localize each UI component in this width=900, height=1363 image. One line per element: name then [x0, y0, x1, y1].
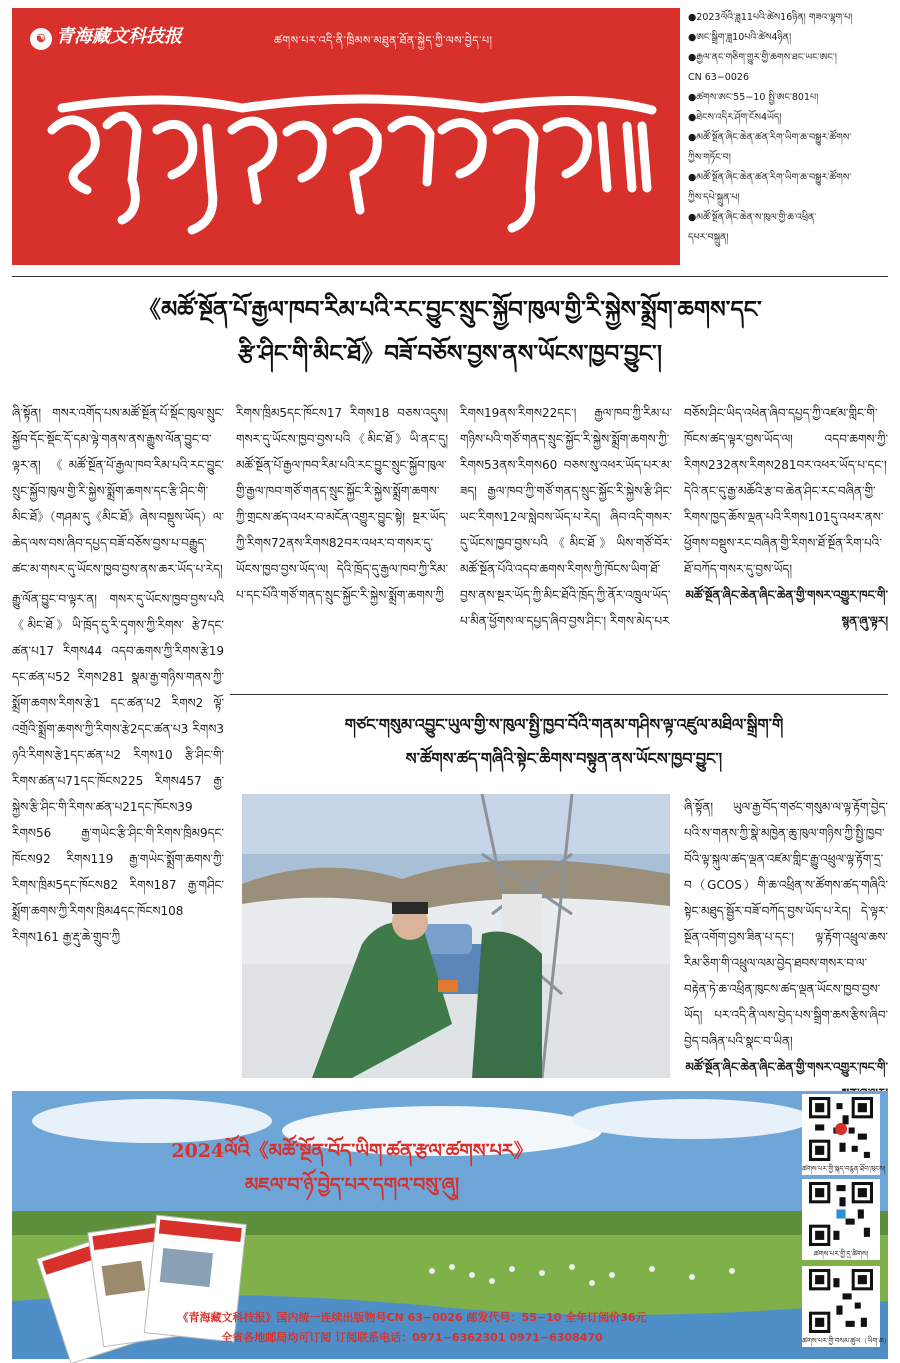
- edition-info-line: CN 63−0026: [688, 72, 749, 83]
- edition-info-line: ●ཚགས་ཨང་55−10 སྤྱི་ཨང་801པ།: [688, 92, 819, 103]
- headline-line-1: 《མཚོ་སྔོན་པོ་རྒྱལ་ཁབ་རིམ་པའི་རང་བྱུང་སྲུང་སྐྱོབ་ཁུལ་གྱི་རི་སྐྱེས་སྨྲོག་ཆགས་དང་: [138, 296, 762, 323]
- seal-icon: ☯: [30, 28, 52, 50]
- qr-code-block[interactable]: [802, 1179, 880, 1260]
- qr-code-pattern: [805, 1182, 877, 1246]
- qr-caption: ཚགས་པར་གྱི་སྐད་བརྙན་ཐོབ་ཁུངས།: [802, 1165, 886, 1173]
- article-paragraph: རྒྱུ་ལོན་བྱུང་བ་ལྟར་ན། གསར་དུ་ཡོངས་ཁྱབ་བྱས་པའི《མིང་ཐོ》ཡི་ཁྲོད་དུ་རི་དྭགས་ཀྱི་རིགས་ རྩེ7དང་ཚན་པ17 རིགས44 འདབ་ཆགས་ཀྱི་རིགས་རྩེ19 དང་ཚན་པ52 རིགས281 སྣམ་རྒྱ་གཉིས་གནས་ཀྱི་སྨྲོག་ཆགས་རིགས་རྩེ1 དང་ཚན་པ2 རིགས2 ལྟོ་འགྲོའི་སྨྲོག་ཆགས་ཀྱི་རིགས་རྩེ2དང་ཚན་པ3 རིགས3 ཉའི་རིགས་རྩེ1དང་ཚན་པ2 རིགས10 རྩི་ཤིང་གི་རིགས་ཚན་པ71དང་ཁོངས225 རིགས457 རྒྱ་སྐྱེས་རྩི་ཤིང་གི་རིགས་ཚན་པ21དང་ཁོངས39 རིགས56 རྒྱ་གཡེང་རྩི་ཤིང་གི་རིགས་ཁྲིམ9དང་ཁོངས92 རིགས119 རྒྱ་གཡེང་སྨྲོག་ཆགས་ཀྱི་རིགས་ཁྲིམ5དང་ཁོངས82 རིགས187 རྒྱ་གཤིང་སྨྲོག་ཆགས་ཀྱི་རིགས་ཁྲིམ4དང་ཁོངས108 རིགས161 རྒྱ་རྡུ་ཆེ་གྲུབ་ཀྱི: [12, 592, 224, 944]
- edition-info-line: ●2023ལོའི་ཟླ11པའི་ཚེས16ཉིན། གཟའ་ལྷག་པ།: [688, 12, 853, 23]
- article-byline: མཚོ་སྔོན་ཞིང་ཆེན་ཞིང་ཆེན་གྱི་གསར་འགྱུར་ཁང་གི་: [685, 1060, 888, 1074]
- divider: [12, 276, 888, 277]
- logo-text: 青海藏文科技报: [56, 26, 182, 47]
- secondary-headline[interactable]: [240, 708, 888, 776]
- qr-code-pattern: [805, 1097, 877, 1161]
- article-byline: མཚོ་སྔོན་ཞིང་ཆེན་ཞིང་ཆེན་གྱི་གསར་འགྱུར་ཁང་གི་སྙན་ཞུ་ལྟར།: [685, 588, 888, 628]
- edition-info-line: ●མཚོ་སྔོན་ཞིང་ཆེན་ཚན་རིག་ཡིག་ཆ་བསྒྱུར་ཚོགས་: [688, 172, 852, 183]
- ad-publication-info: 《青海藏文科技报》国内统一连续出版物号CN 63−0026 邮发代号：55−10 全年订阅价36元: [177, 1311, 647, 1324]
- qr-code-block[interactable]: [802, 1266, 891, 1347]
- article-column-1: [12, 400, 224, 1080]
- main-headline[interactable]: [12, 288, 888, 376]
- article-paragraph: བཅོས་ཤིང་ཡིད་འཕེན་ཞིབ་དཔྱད་ཀྱི་འཛམ་གླིང་གི་ཁོངས་ཚད་ལྟར་བྱས་ཡོད་ལ། འདབ་ཆགས་ཀྱི་རིགས232ནས་རིགས281བར་འཕར་ཡོད་པ་དང་། དེའི་ནང་དུ་རྒྱ་མཆོའི་རྩ་བ་ཆེན་ཤིང་རང་བཞིན་གྱི་རིགས་ཁྱད་ཆོས་ལྡན་པའི་རིགས101དུ་འཕར་ནས་ཕྱོགས་བསྡུས་རང་བཞིན་གྱི་རིགས་ཐོ་སྔོན་རིག་པའི་ཐོ་བཀོད་གསར་དུ་བྱས་ཡོད།: [684, 406, 888, 576]
- qr-caption: ཚགས་པར་གྱི་བསམ་ཚུལ（ཡིག་ཆ）: [802, 1337, 891, 1345]
- subscription-ad[interactable]: [12, 1091, 891, 1359]
- ad-contact-info: 全省各地邮局均可订阅 订阅联系电话：0971−6362301 0971−6308470: [221, 1331, 603, 1344]
- subhead-line-1: གཙང་གསུམ་འབྱུང་ཡུལ་གྱི་ས་ཁུལ་སྤྱི་ཁྱབ་བོའི་གནམ་གཤིས་ལྟ་འཛུལ་མཐིལ་སྒྲིག་གི: [344, 715, 784, 734]
- subhead-line-2: ས་ཚོགས་ཚད་གཞིའི་སྟེང་ཆིགས་བསྟུན་ནས་ཡོངས་ཁྱབ་བྱུང་།: [405, 749, 723, 768]
- edition-info-line: ཀྱིས་གཏོང་བ།: [688, 152, 731, 163]
- edition-info-line: ●མཚོ་སྔོན་ཞིང་ཆེན་ཚན་རིག་ཡིག་ཆ་བསྒྱུར་ཚོགས་: [688, 132, 852, 143]
- article-column-4: [684, 400, 888, 686]
- masthead-tagline: ཚགས་པར་འདི་ནི་ཁྲིམས་མཐུན་ཐོན་སྐྱེད་ཀྱི་ལས་བྱེད་པ།: [274, 34, 493, 47]
- headline-line-2: རྩི་ཤིང་གི་མིང་ཐོ》བཟོ་བཅོས་བྱས་ནས་ཡོངས་ཁྱབ་བྱུང་།: [238, 340, 662, 367]
- article-paragraph: ཞི་སྟོན། ཡུལ་རྒྱ་བོད་གཙང་གསུམ་ལ་ལྟ་རྟོག་བྱེད་པའི་ས་གནས་ཀྱི་སྣེ་མཁྱེན་ཆུ་ཁུལ་གཉིས་ཀྱི་སྤྱི་ཁྱབ་བོའི་ལྟ་སྐུལ་ཚད་ལྡན་འཛམ་གླིང་རྒྱུ་འཕྲུལ་ལྟ་རྟོག་དྲ་བ（GCOS）གི་ཆ་འཕྲིན་ས་ཚོགས་ཚད་གཞིའི་སྟེང་མཐུད་སྦྱོར་བཟོ་བཀོད་བྱས་ཡོད་པ་རེད། དེ་ལྟར་སྔོན་འགོག་བྱས་ཟིན་པ་དང་། ལྟ་རྟོག་འཕྲུལ་ཆས་རིམ་ཅིག་གི་འཕྲུལ་ལམ་བྱེད་ཐབས་གསར་བ་ལ་བརྟེན་ཏེ་ཆ་འཕྲིན་ཁུངས་ཚད་ལྡན་ཡོངས་ཁྱབ་བྱས་ཡོད། པར་འདི་ནི་ལས་བྱེད་པས་སྒྲིག་ཆས་རྩིས་ཞིབ་བྱེད་བཞིན་པའི་སྣང་བ་ཡིན།: [684, 800, 888, 1048]
- edition-info-line: ཀྱིས་དཔེ་སྐྲུན་པ།: [688, 192, 740, 203]
- article-paragraph: རིགས་ཁྲིམ5དང་ཁོངས17 རིགས18 བཅས་འདུས། གསར་དུ་ཡོངས་ཁྱབ་བྱས་པའི《མིང་ཐོ》ཡི་ནང་དུ། མཚོ་སྔོན་པོ་རྒྱལ་ཁབ་རིམ་པའི་རང་བྱུང་སྲུང་སྐྱོབ་ཁུལ་གྱི་རྒྱལ་ཁབ་གཙོ་གནད་སྲུང་སྐྱོང་རི་སྐྱེས་སྨྲོག་ཆགས་ཀྱི་གྲངས་ཚད་འཕར་བ་མངོན་འགྱུར་བྱུང་སྟེ། སྔར་ཡོད་ཀྱི་རིགས72ནས་རིགས82བར་འཕར་བ་གསར་དུ་ཡོངས་ཁྱབ་བྱས་ཡོད་ལ། དེའི་ཁྲོད་དུ་རྒྱལ་ཁབ་ཀྱི་རིམ་པ་དང་པོའི་གཙོ་གནད་སྲུང་སྐྱོང་རི་སྐྱེས་སྨྲོག་ཆགས་ཀྱི: [236, 406, 448, 602]
- article-paragraph: ཞི་སྟོན། གསར་འགོད་པས་མཚོ་སྔོན་པོ་སྡོང་ཁུལ་སྲུང་སྐྱོབ་དོང་སྡོང་དོ་དམ་ལྟེ་གནས་ནས་རྒྱུས་ལོན་བྱུང་བ་ལྟར་ན། 《མཚོ་སྔོན་པོ་རྒྱལ་ཁབ་རིམ་པའི་རང་བྱུང་སྲུང་སྐྱོབ་ཁུལ་གྱི་རི་སྐྱེས་སྨྲོག་ཆགས་དང་རྩི་ཤིང་གི་མིང་ཐོ》（གཤམ་དུ《མིང་ཐོ》ཞེས་བསྡུས་ཡོད）ལ་ཆེད་ལས་བས་ཞིབ་དཔྱད་བཟོ་བཅོས་བྱས་པ་བརྒྱུད་ཚང་མ་གསར་དུ་ཡོངས་ཁྱབ་བྱས་ནས་ཆར་ཡོད་པ་རེད།: [12, 406, 224, 576]
- newspaper-logo: [30, 22, 182, 50]
- qr-code-icon[interactable]: [802, 1266, 880, 1336]
- qr-code-icon[interactable]: [802, 1179, 880, 1249]
- edition-info-line: ●མཚོ་སྔོན་ཞིང་ཆེན་ས་ཁུལ་གྱི་ཆ་འཕྲིན་: [688, 212, 817, 223]
- article-column-3: [460, 400, 672, 686]
- article-paragraph: རིགས19ནས་རིགས22དང་། རྒྱལ་ཁབ་ཀྱི་རིམ་པ་གཉིས་པའི་གཙོ་གནད་སྲུང་སྐྱོང་རི་སྐྱེས་སྨྲོག་ཆགས་ཀྱི་རིགས53ནས་རིགས60 བཅས་སུ་འཕར་ཡོད་པར་མ་ཟད། རྒྱལ་ཁབ་ཀྱི་གཙོ་གནད་སྲུང་སྐྱོང་རི་སྐྱེས་རྩི་ཤིང་ཡང་རིགས12ལ་སླེབས་ཡོད་པ་རེད། ཞིབ་འདི་གསར་དུ་ཡོངས་ཁྱབ་བྱས་པའི《མིང་ཐོ》ཡིས་གཙོ་བོར་མཚོ་སྔོན་པོའི་འདབ་ཆགས་རིགས་ཀྱི་ཁོངས་ཡིག་ཐོ་བྱས་ནས་སྔར་ཡོད་ཀྱི་མིང་ཐོའི་ཁྲོད་ཀྱི་ནོར་འཁྲུལ་ཡོད་པ་མིན་ཕྱོགས་ལ་དཔྱད་ཞིབ་བྱས་ཤིང་། རིགས་མེད་པར: [460, 406, 672, 628]
- qr-code-icon[interactable]: [802, 1094, 880, 1164]
- photo-caption-column: [684, 794, 888, 1084]
- news-photo: [242, 794, 670, 1078]
- qr-caption: ཚགས་པར་གྱི་དྲ་ཚིགས།: [802, 1249, 880, 1260]
- masthead: [12, 8, 680, 265]
- edition-info-line: ●ཐེངས་འདིར་ཤོག་ངོས4ཡོད།: [688, 112, 782, 123]
- article-column-2: [236, 400, 448, 686]
- edition-info-line: དཔར་བསྐྲུན།: [688, 232, 729, 243]
- edition-info-line: ●རྒྱལ་ནང་གཅིག་གྱུར་གྱི་ཆགས་ཐང་ཡང་ཨང་།: [688, 52, 837, 63]
- weather-station-photo: [242, 794, 670, 1078]
- edition-info: [688, 8, 893, 248]
- masthead-calligraphy: [42, 70, 662, 240]
- divider: [230, 694, 888, 695]
- edition-info-line: ●ཨང་སྒྲིག་ཟླ10པའི་ཚེས4ཉིན།: [688, 32, 792, 43]
- qr-code-pattern: [805, 1269, 877, 1333]
- ad-title-line-1: 2024ལོའི《མཚོ་སྔོན་བོད་ཡིག་ཚན་རྩལ་ཚགས་པར》: [171, 1140, 533, 1162]
- masthead-title: [42, 70, 662, 240]
- qr-code-block[interactable]: [802, 1094, 886, 1175]
- ad-title-line-2: མཇལ་བ་ཉོ་བྱེད་པར་དགའ་བསུ་ཞུ།: [244, 1174, 460, 1196]
